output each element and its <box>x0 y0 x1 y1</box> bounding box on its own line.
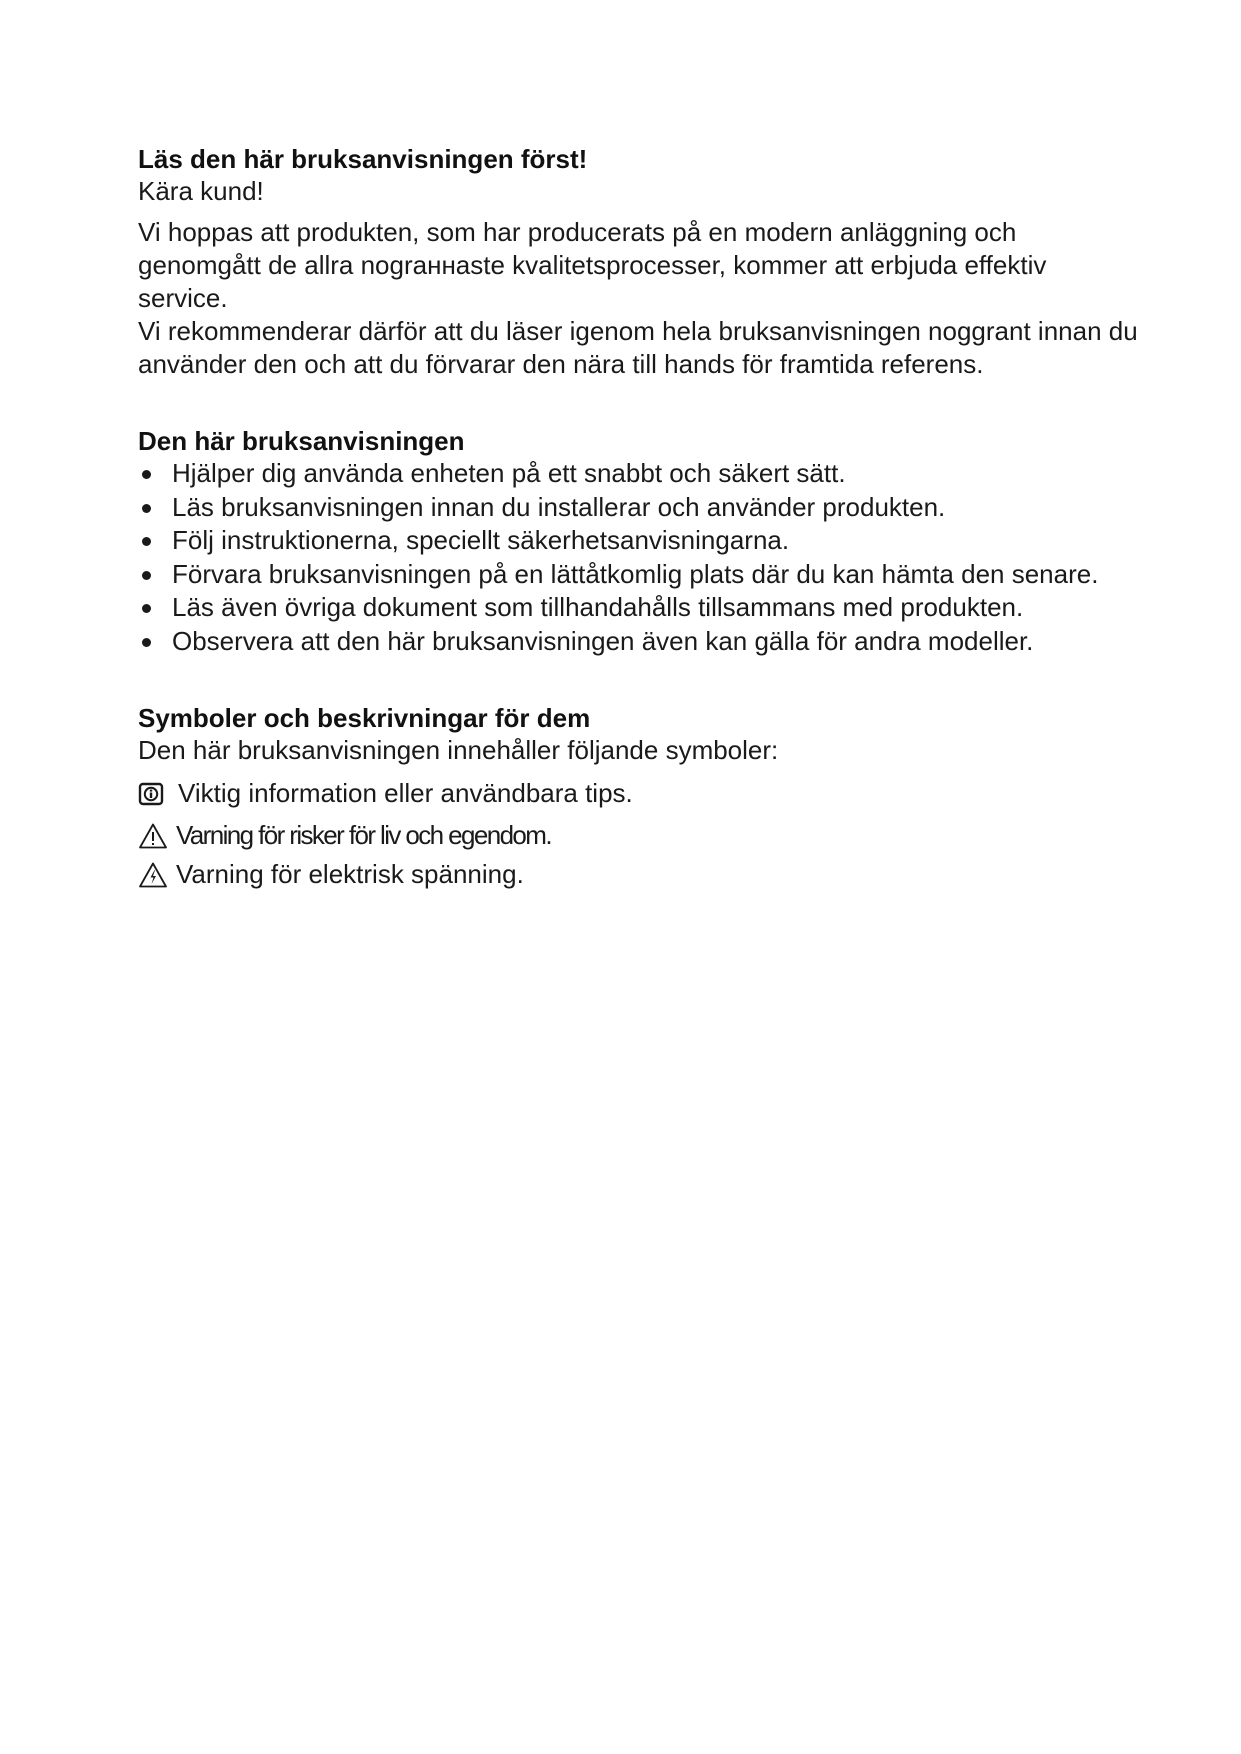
bullet-icon <box>142 638 151 647</box>
intro-paragraph-2: Vi rekommenderar därför att du läser igenom hela bruksanvisningen noggrant innan du använder den och att du förvarar den nära till hands för framtida referens. <box>138 316 1138 379</box>
warning-triangle-icon <box>138 822 168 850</box>
bullet-icon <box>142 604 151 613</box>
info-icon <box>138 781 164 807</box>
list-item: Följ instruktionerna, speciellt säkerhetsanvisningarna. <box>138 524 1138 558</box>
list-item: Läs även övriga dokument som tillhandahålls tillsammans med produkten. <box>138 591 1138 625</box>
manual-list <box>138 457 1138 658</box>
symbol-text: Viktig information eller användbara tips. <box>178 778 633 808</box>
list-item: Förvara bruksanvisningen på en lättåtkomlig plats där du kan hämta den senare. <box>138 558 1138 592</box>
symbol-row-info <box>138 777 1138 810</box>
symbols-intro: Den här bruksanvisningen innehåller följande symboler: <box>138 735 779 765</box>
manual-heading: Den här bruksanvisningen <box>138 426 465 456</box>
list-item: Hjälper dig använda enheten på ett snabbt och säkert sätt. <box>138 457 1138 491</box>
symbol-row-electric <box>138 858 1138 891</box>
electric-warning-icon <box>138 861 168 889</box>
document-page <box>138 143 1138 891</box>
list-item: Observera att den här bruksanvisningen även kan gälla för andra modeller. <box>138 625 1138 659</box>
greeting: Kära kund! <box>138 176 264 206</box>
symbol-text: Varning för risker för liv och egendom. <box>176 820 551 850</box>
bullet-icon <box>142 504 151 513</box>
bullet-icon <box>142 537 151 546</box>
symbols-section <box>138 702 1138 891</box>
manual-section <box>138 425 1138 658</box>
list-item: Läs bruksanvisningen innan du installerar och använder produkten. <box>138 491 1138 525</box>
symbol-row-warning <box>138 819 1138 852</box>
symbol-text: Varning för elektrisk spänning. <box>176 859 524 889</box>
intro-heading: Läs den här bruksanvisningen först! <box>138 144 588 174</box>
bullet-icon <box>142 571 151 580</box>
symbols-heading: Symboler och beskrivningar för dem <box>138 703 591 733</box>
bullet-icon <box>142 470 151 479</box>
intro-paragraph-1: Vi hoppas att produkten, som har producerats på en modern anläggning och genomgått de allra nograннaste kvalitetsprocesser, kommer att erbjuda effektiv service. <box>138 217 1047 313</box>
